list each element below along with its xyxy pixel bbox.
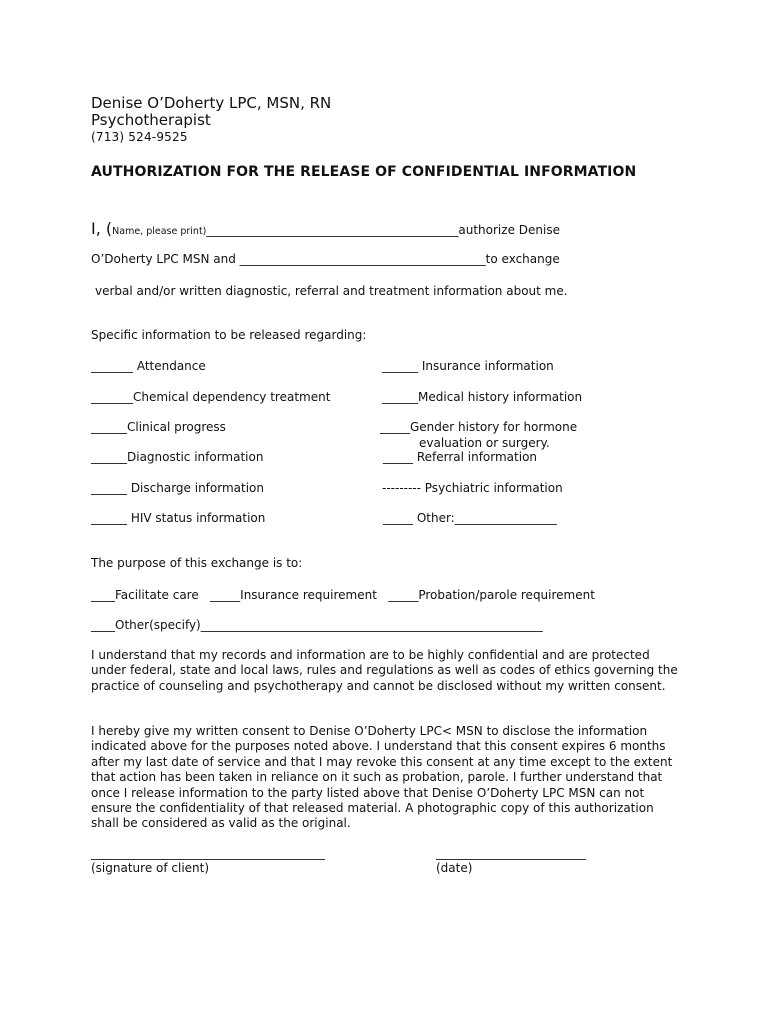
item-medical-history[interactable]: ______Medical history information [382, 390, 583, 404]
provider-name: Denise O’Doherty LPC, MSN, RN [91, 94, 332, 112]
item-chemical-dependency[interactable]: _______Chemical dependency treatment [91, 390, 331, 404]
purpose-heading: The purpose of this exchange is to: [91, 556, 303, 570]
consent-paragraph: I hereby give my written consent to Denise O’Doherty LPC< MSN to disclose the information indicated above for the purposes noted above. I understand that this consent expires 6 months after my last date of service and that I may revoke this consent at any time except to the extent that action has been taken in reliance on it such as probation, parole. I further understand that once I release information to the party listed above that Denise O’Doherty LPC MSN can not ensure the confidentiality of that released material. A photographic copy of this authorization shall be considered as valid as the original. [91, 724, 673, 831]
purpose-other[interactable]: ____Other(specify)_________________________________________________________ [91, 618, 543, 632]
signature-line[interactable]: _______________________________________ [91, 846, 325, 860]
item-clinical-progress[interactable]: ______Clinical progress [91, 420, 226, 434]
authorization-line-2 [91, 252, 560, 266]
authorization-line-1 [91, 219, 560, 238]
item-psychiatric[interactable]: --------- Psychiatric information [382, 481, 563, 495]
form-title: AUTHORIZATION FOR THE RELEASE OF CONFIDENTIAL INFORMATION [91, 164, 637, 180]
auth-line2-suffix: to exchange [485, 252, 560, 266]
provider-title: Psychotherapist [91, 111, 211, 129]
signature-label: (signature of client) [91, 861, 210, 875]
auth-suffix: authorize Denise [458, 223, 560, 237]
item-hiv-status[interactable]: ______ HIV status information [91, 511, 266, 525]
name-hint: Name, please print) [112, 226, 207, 237]
name-blank[interactable]: __________________________________________ [206, 223, 459, 237]
item-other[interactable]: _____ Other:_________________ [383, 511, 557, 525]
confidentiality-paragraph: I understand that my records and information are to be highly confidential and are protected under federal, state and local laws, rules and regulations as well as codes of ethics governing the practice of counseling and psychotherapy and cannot be disclosed without my written consent. [91, 648, 678, 693]
provider-phone: (713) 524-9525 [91, 130, 188, 144]
auth-prefix: I, ( [91, 219, 113, 238]
date-label: (date) [436, 861, 473, 875]
specific-heading: Specific information to be released regarding: [91, 328, 367, 342]
item-gender-history[interactable]: _____Gender history for hormone [380, 420, 578, 434]
date-line[interactable]: _________________________ [436, 846, 586, 860]
item-gender-history-cont: evaluation or surgery. [419, 436, 550, 450]
item-referral[interactable]: _____ Referral information [383, 450, 538, 464]
item-attendance[interactable]: _______ Attendance [91, 359, 206, 373]
item-discharge[interactable]: ______ Discharge information [91, 481, 264, 495]
purpose-options[interactable]: ____Facilitate care _____Insurance requirement _____Probation/parole requirement [91, 588, 595, 602]
auth-line2-prefix: O’Doherty LPC MSN and [91, 252, 240, 266]
item-insurance[interactable]: ______ Insurance information [382, 359, 554, 373]
authorization-line-3: verbal and/or written diagnostic, referral and treatment information about me. [95, 284, 568, 298]
party-blank[interactable]: _________________________________________ [239, 252, 486, 266]
item-diagnostic[interactable]: ______Diagnostic information [91, 450, 264, 464]
